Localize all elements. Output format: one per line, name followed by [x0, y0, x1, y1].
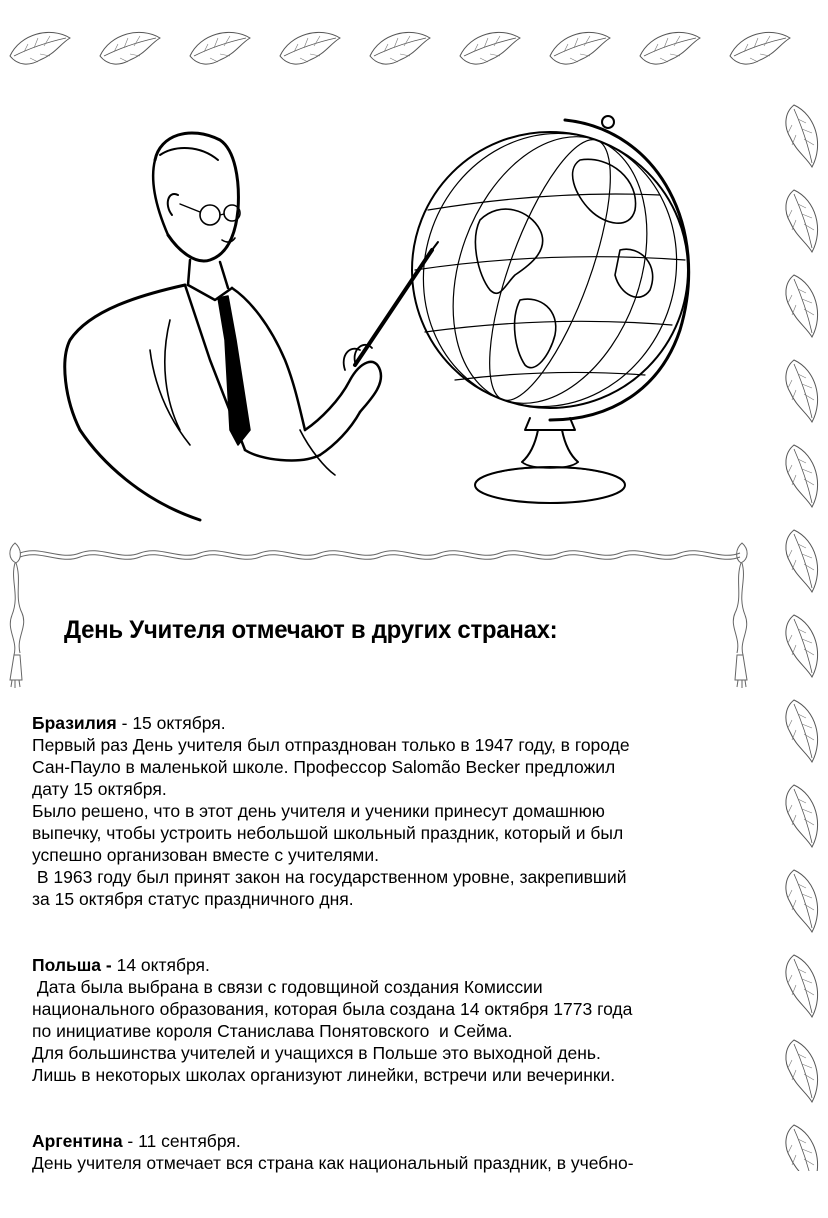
country-name: Польша - — [32, 955, 112, 975]
country-name: Бразилия — [32, 713, 117, 733]
leaf-ornament — [190, 32, 250, 64]
globe — [412, 132, 688, 408]
paragraph-line: национального образования, которая была создана 14 октября 1773 года — [32, 999, 633, 1019]
holiday-date: 15 октября. — [132, 713, 226, 733]
article-body — [32, 712, 752, 1218]
section-title: Аргентина - 11 сентября. — [32, 1131, 241, 1151]
teacher-globe-illustration — [60, 100, 700, 540]
leaf-ornament — [100, 32, 160, 64]
leaf-ornament — [370, 32, 430, 64]
leaf-ornament — [730, 32, 790, 64]
page-title: День Учителя отмечают в других странах: — [64, 616, 558, 644]
leaf-ornament — [640, 32, 700, 64]
leaf-ornament — [10, 32, 70, 64]
section-brazil — [32, 712, 752, 910]
paragraph-line: Сан-Пауло в маленькой школе. Профессор Salomão Becker предложил — [32, 757, 616, 777]
paragraph-line: Для большинства учителей и учащихся в Польше это выходной день. — [32, 1043, 601, 1063]
paragraph-line: Дата была выбрана в связи с годовщиной создания Комиссии — [32, 977, 543, 997]
right-leaf-border — [762, 95, 828, 1171]
paragraph-line: выпечку, чтобы устроить небольшой школьный праздник, который и был — [32, 823, 624, 843]
paragraph-line: День учителя отмечает вся страна как национальный праздник, в учебно- — [32, 1153, 634, 1173]
leaf-ornament — [280, 32, 340, 64]
section-title — [32, 954, 752, 976]
country-name: Аргентина — [32, 1131, 123, 1151]
holiday-date: 11 сентября. — [138, 1131, 241, 1151]
paragraph-line: дату 15 октября. — [32, 779, 167, 799]
paragraph-line: по инициативе короля Станислава Понятовского и Сейма. — [32, 1021, 513, 1041]
paragraph-line: Первый раз День учителя был отпразднован только в 1947 году, в городе — [32, 735, 630, 755]
top-leaf-border — [0, 22, 828, 82]
leaf-ornament — [550, 32, 610, 64]
paragraph-line: успешно организован вместе с учителями. — [32, 845, 379, 865]
leaf-ornament — [460, 32, 520, 64]
section-title: Бразилия - 15 октября. — [32, 713, 226, 733]
holiday-date: 14 октября. — [116, 955, 210, 975]
paragraph-line: Было решено, что в этот день учителя и ученики принесут домашнюю — [32, 801, 605, 821]
section-argentina — [32, 1130, 752, 1174]
paragraph-line: В 1963 году был принят закон на государственном уровне, закрепивший — [32, 867, 627, 887]
paragraph-line: за 15 октября статус праздничного дня. — [32, 889, 354, 909]
section-poland — [32, 954, 752, 1086]
ornamental-divider — [0, 535, 760, 695]
paragraph-line: Лишь в некоторых школах организуют линейки, встречи или вечеринки. — [32, 1065, 616, 1085]
